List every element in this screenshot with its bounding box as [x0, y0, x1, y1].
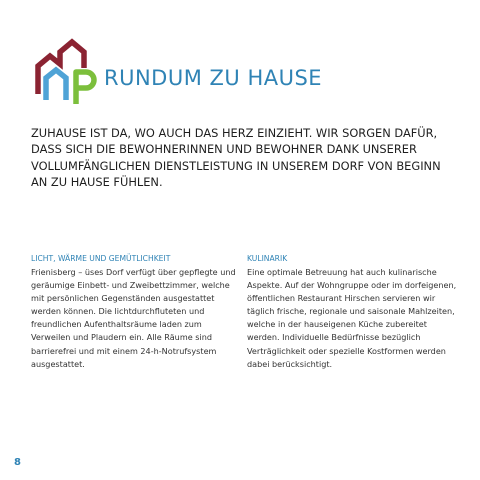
house-logo — [32, 38, 104, 110]
page-number: 8 — [14, 457, 21, 468]
section-body-licht: Frienisberg – üses Dorf verfügt über gepflegte und geräumige Einbett- und Zweibettzimmer, welche mit persönlichen Gegenständen ausgestattet werden können. Die lichtdurchfluteten und freundlichen Aufenthaltsräume laden zum Verweilen und Plaudern ein. Alle Räume sind barrierefrei und mit einem 24-h-Notrufsystem ausgestattet. — [31, 267, 236, 369]
section-title-kulinarik: KULINARIK — [247, 254, 288, 263]
page-heading: RUNDUM ZU HAUSE — [104, 66, 323, 90]
intro-text: ZUHAUSE IST DA, WO AUCH DAS HERZ EINZIEHT. WIR SORGEN DAFÜR, DASS SICH DIE BEWOHNERINNEN UND BEWOHNER DANK UNSERER VOLLUMFÄNGLICHEN DIENSTLEISTUNG IN UNSEREM DORF VON BEGINN AN ZU HAUSE FÜHLEN. — [31, 126, 441, 189]
section-title-licht: LICHT, WÄRME UND GEMÜTLICHKEIT — [31, 254, 171, 263]
section-body-kulinarik: Eine optimale Betreuung hat auch kulinarische Aspekte. Auf der Wohngruppe oder im dorfeigenen, öffentlichen Restaurant Hirschen servieren wir täglich frische, regionale und saisonale Mahlzeiten, welche in der hauseigenen Küche zubereitet werden. Individuelle Bedürfnisse bezüglich Verträglichkeit oder spezielle Kostformen werden dabei berücksichtigt. — [247, 267, 457, 369]
